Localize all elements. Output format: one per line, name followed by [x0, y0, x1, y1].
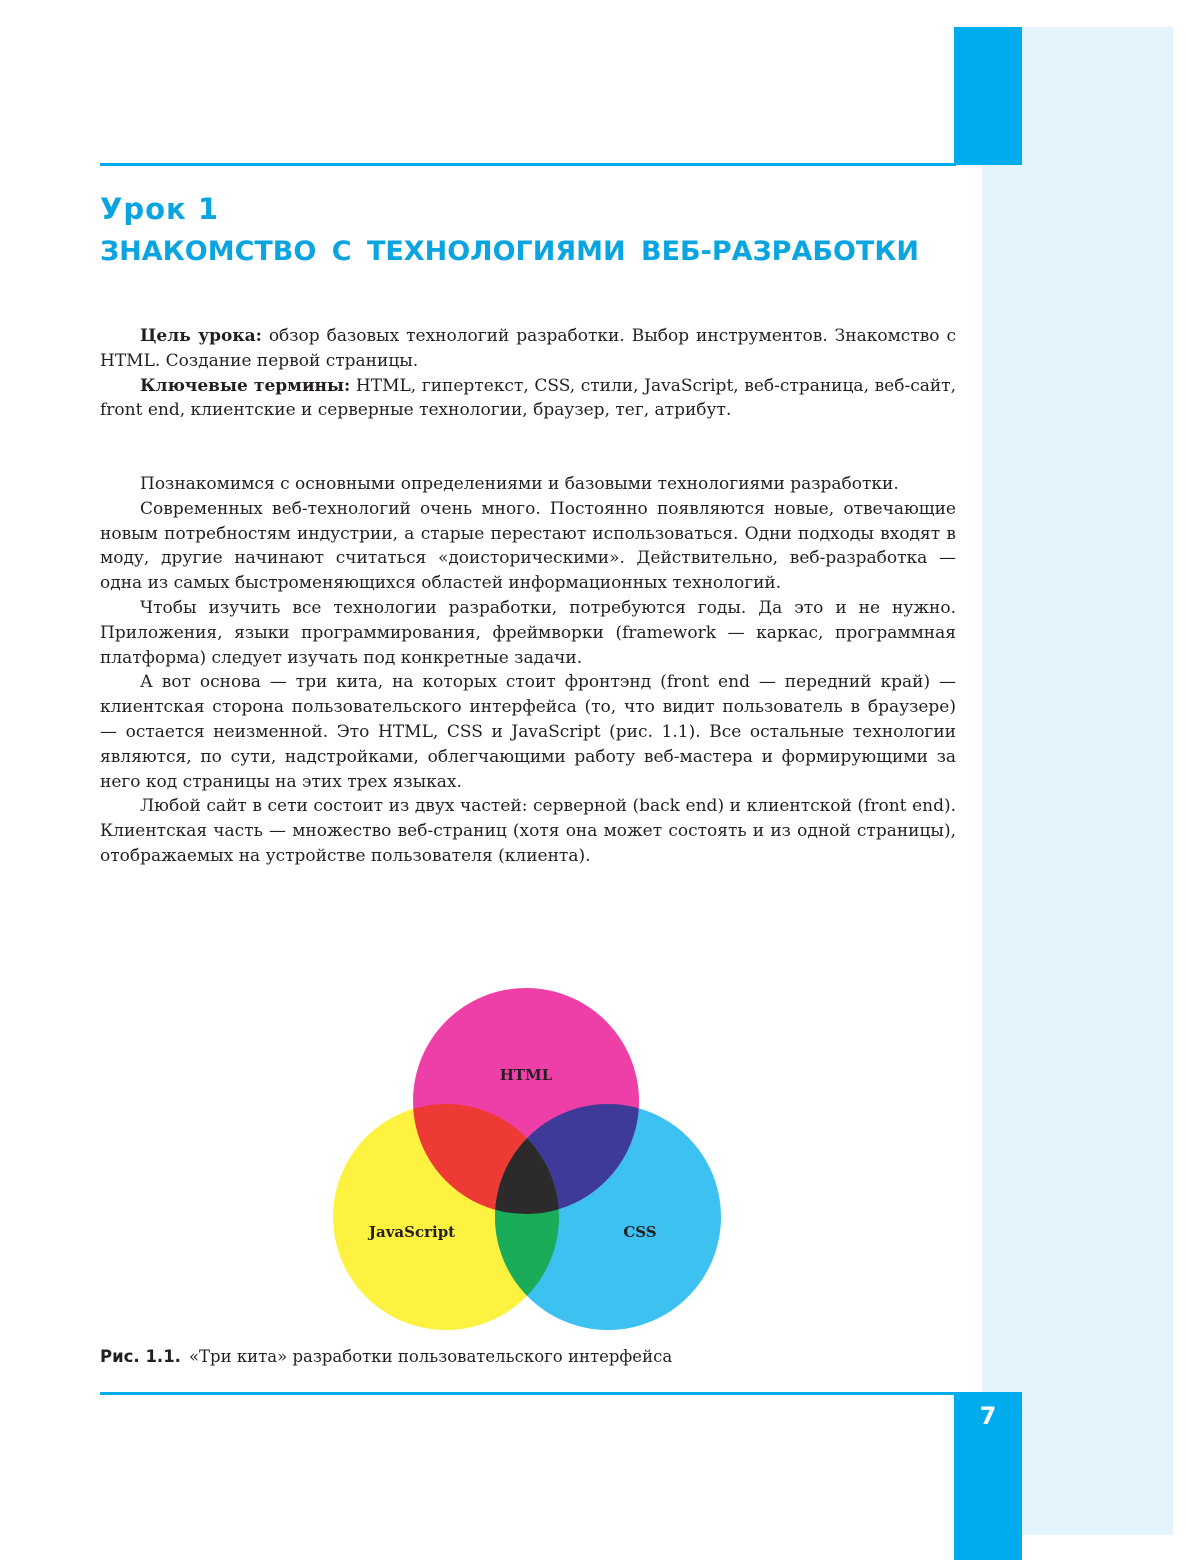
page-number: 7	[979, 1402, 997, 1430]
top-rule	[100, 163, 956, 166]
caption-label: Рис. 1.1.	[100, 1347, 181, 1366]
figure-caption	[100, 1347, 672, 1366]
terms-label: Ключевые термины:	[140, 375, 351, 396]
paragraph: Познакомимся с основными определениями и базовыми технологиями разработки.	[140, 474, 899, 494]
lesson-number: Урок 1	[100, 192, 219, 226]
bottom-rule	[100, 1392, 956, 1395]
caption-text: «Три кита» разработки пользовательского интерфейса	[188, 1347, 673, 1366]
paragraph: Чтобы изучить все технологии разработки, потребуются годы. Да это и не нужно. Приложения, языки программирования, фреймворки (framework — каркас, программная платформа) следует изучать под конкретные задачи.	[100, 597, 956, 668]
css-label: CSS	[623, 1223, 657, 1241]
side-panel	[982, 27, 1173, 1535]
terms-text: HTML, гипертекст, CSS, стили, JavaScript, веб-страница, веб-сайт, front end, клиентские и серверные технологии, браузер, тег, атрибут.	[100, 375, 956, 421]
javascript-label: JavaScript	[368, 1223, 456, 1241]
goal-label: Цель урока:	[140, 326, 262, 346]
goal-paragraph	[100, 324, 956, 374]
top-tab-marker	[954, 27, 1022, 165]
html-label: HTML	[499, 1066, 553, 1084]
lesson-title: ЗНАКОМСТВО С ТЕХНОЛОГИЯМИ ВЕБ-РАЗРАБОТКИ	[100, 236, 919, 267]
paragraph: А вот основа — три кита, на которых стоит фронтэнд (front end — передний край) — клиентская сторона пользовательского интерфейса (то, что видит пользователь в браузере) — остается неизменной. Это HTML, CSS и JavaScript (рис. 1.1). Все остальные технологии являются, по сути, надстройками, облегчающими работу веб-мастера и формирующими за него код страницы на этих трех языках.	[100, 672, 956, 792]
body-text	[100, 472, 956, 869]
paragraph: Современных веб-технологий очень много. Постоянно появляются новые, отвечающие новым потребностям индустрии, а старые перестают использоваться. Одни подходы входят в моду, другие начинают считаться «доисторическими». Действительно, веб-разработка — одна из самых быстроменяющихся областей информационных технологий.	[100, 498, 956, 594]
terms-paragraph	[100, 374, 956, 424]
venn-diagram	[320, 988, 740, 1338]
lesson-goals	[100, 324, 956, 423]
paragraph: Любой сайт в сети состоит из двух частей: серверной (back end) и клиентской (front end). Клиентская часть — множество веб-страниц (хотя она может состоять и из одной страницы), отображаемых на устройстве пользователя (клиента).	[100, 796, 956, 866]
goal-text: обзор базовых технологий разработки. Выбор инструментов. Знакомство с HTML. Создание первой страницы.	[100, 326, 956, 371]
